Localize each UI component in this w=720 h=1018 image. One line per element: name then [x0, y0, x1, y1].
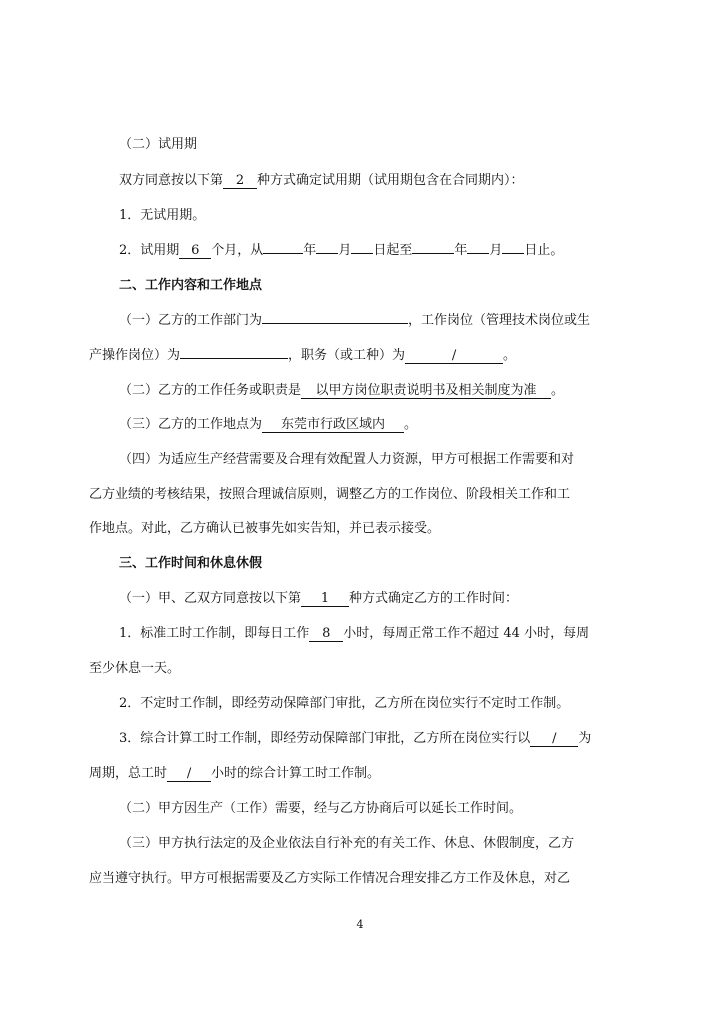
blank-total-hours: /	[167, 766, 211, 782]
blank-start-year	[263, 253, 303, 254]
item-probation-period: 2．试用期 6 个月，从 年 月 日起至 年 月 日止。	[119, 243, 564, 258]
item-standard-hours-cont: 至少休息一天。	[89, 661, 181, 676]
blank-cycle: /	[530, 731, 578, 747]
item-no-probation: 1．无试用期。	[119, 208, 206, 223]
item-comprehensive-hours: 3．综合计算工时工作制，即经劳动保障部门审批，乙方所在岗位实行以 / 为	[119, 731, 592, 746]
blank-position	[180, 358, 288, 359]
item-comprehensive-hours-cont: 周期，总工时 / 小时的综合计算工时工作制。	[89, 766, 381, 781]
paragraph-adjustment-1: （四）为适应生产经营需要及合理有效配置人力资源，甲方可根据工作需要和对	[119, 452, 575, 467]
paragraph-work-location: （三）乙方的工作地点为 东莞市行政区域内 。	[119, 417, 418, 432]
paragraph-rest-system-1: （三）甲方执行法定的及企业依法自行补充的有关工作、休息、休假制度，乙方	[119, 836, 575, 851]
blank-work-location: 东莞市行政区域内	[262, 417, 404, 433]
blank-end-month	[467, 253, 489, 254]
blank-department	[262, 323, 408, 324]
blank-hours-method: 1	[301, 591, 349, 607]
blank-start-month	[316, 253, 338, 254]
blank-probation-months: 6	[179, 243, 211, 259]
blank-start-day	[351, 253, 373, 254]
blank-end-day	[502, 253, 524, 254]
item-flexible-hours: 2．不定时工作制，即经劳动保障部门审批，乙方所在岗位实行不定时工作制。	[119, 696, 570, 711]
blank-daily-hours: 8	[309, 626, 343, 642]
paragraph-position: 产操作岗位）为 ，职务（或工种）为 / 。	[89, 348, 517, 363]
paragraph-department: （一）乙方的工作部门为 ，工作岗位（管理技术岗位或生	[119, 313, 591, 328]
heading-work-content: 二、工作内容和工作地点	[119, 278, 263, 293]
paragraph-duties: （二）乙方的工作任务或职责是 以甲方岗位职责说明书及相关制度为准 。	[119, 383, 565, 398]
blank-job-title: /	[405, 348, 503, 364]
paragraph-adjustment-2: 乙方业绩的考核结果，按照合理诚信原则，调整乙方的工作岗位、阶段相关工作和工	[89, 487, 571, 502]
blank-duties: 以甲方岗位职责说明书及相关制度为准	[301, 383, 551, 399]
paragraph-rest-system-2: 应当遵守执行。甲方可根据需要及乙方实际工作情况合理安排乙方工作及休息，对乙	[89, 871, 571, 886]
paragraph-overtime: （二）甲方因生产（工作）需要，经与乙方协商后可以延长工作时间。	[119, 801, 523, 816]
paragraph-hours-method: （一）甲、乙双方同意按以下第 1 种方式确定乙方的工作时间：	[119, 591, 519, 606]
blank-probation-method: 2	[223, 173, 257, 189]
blank-end-year	[412, 253, 454, 254]
item-standard-hours: 1．标准工时工作制，即每日工作 8 小时，每周正常工作不超过 44 小时，每周	[119, 626, 590, 641]
heading-work-hours: 三、工作时间和休息休假	[119, 556, 263, 571]
page-number: 4	[356, 918, 364, 931]
paragraph-adjustment-3: 作地点。对此，乙方确认已被事先如实告知，并已表示接受。	[89, 521, 441, 536]
paragraph-probation-method: 双方同意按以下第 2 种方式确定试用期（试用期包含在合同期内）：	[119, 173, 524, 188]
subheading-probation: （二）试用期	[119, 137, 198, 152]
